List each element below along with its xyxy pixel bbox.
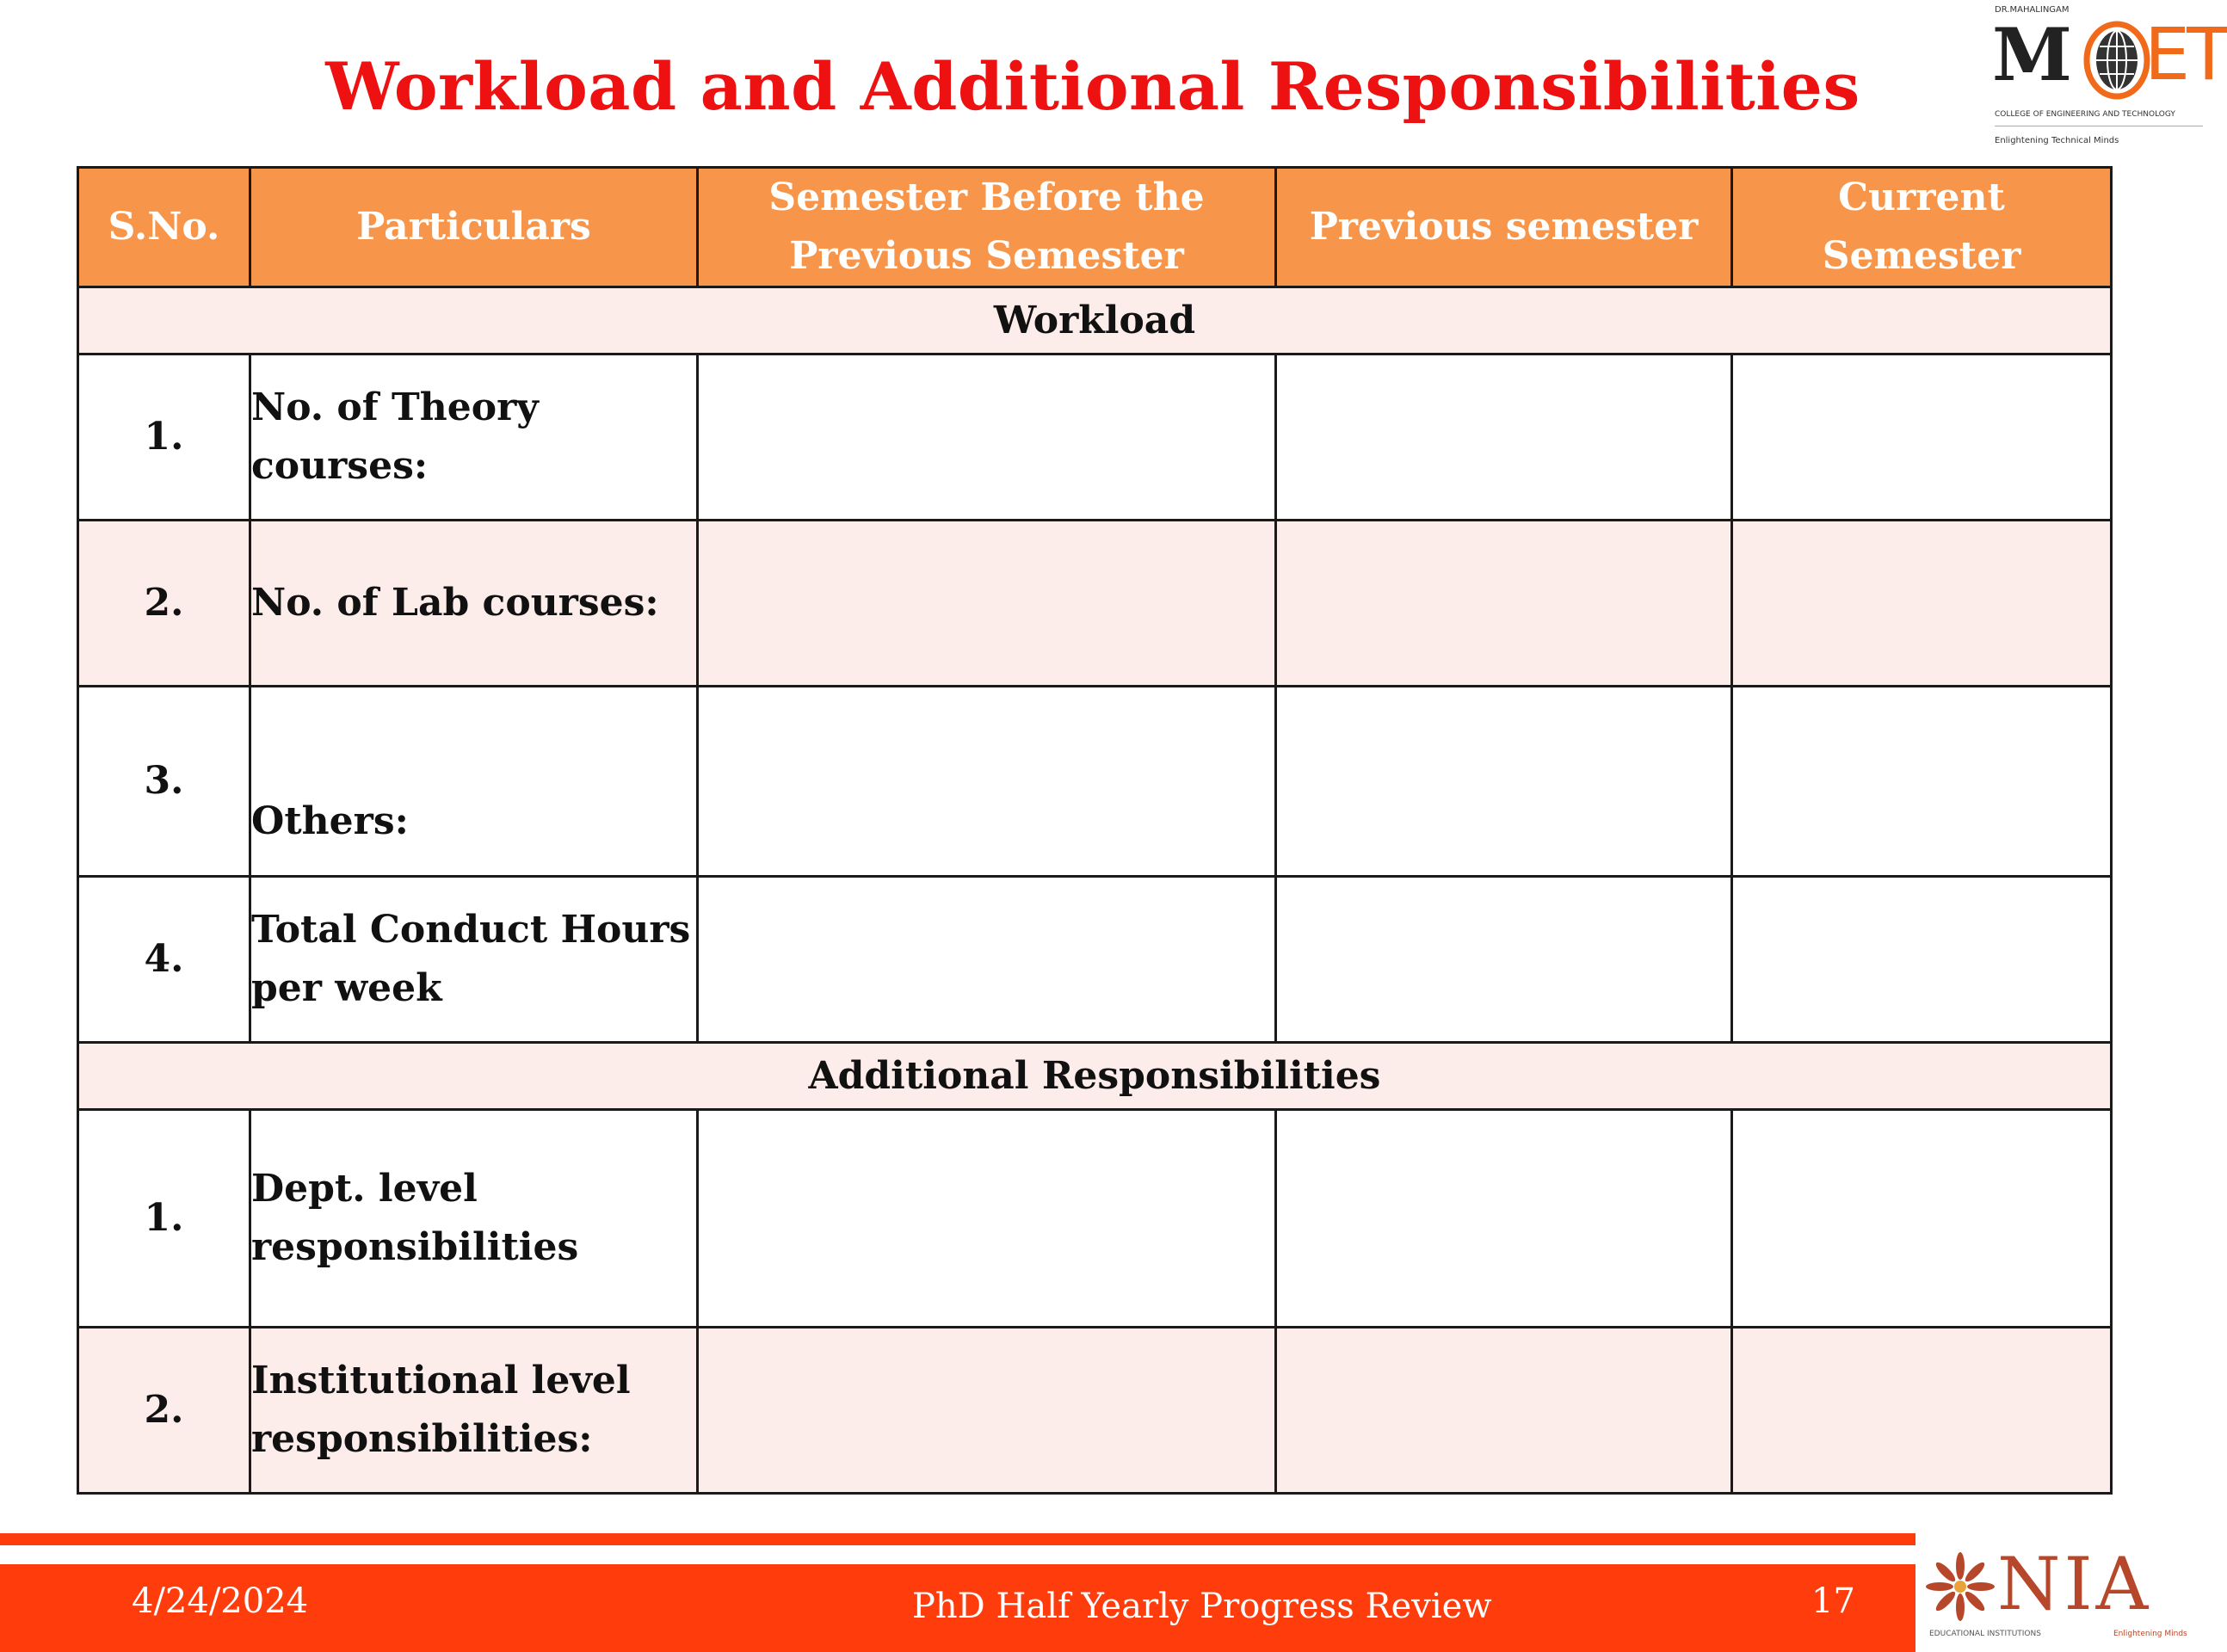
nia-logo-subtitle: EDUCATIONAL INSTITUTIONS <box>1929 1630 2041 1638</box>
value-cell[interactable] <box>698 521 1276 687</box>
section-title: Additional Responsibilities <box>78 1043 2112 1110</box>
header-sno: S.No. <box>78 168 250 287</box>
value-cell[interactable] <box>698 1110 1276 1328</box>
section-title: Workload <box>78 287 2112 354</box>
nia-logo-tagline: Enlightening Minds <box>2113 1630 2187 1638</box>
row-particulars: Institutional level responsibilities: <box>250 1328 698 1494</box>
row-particulars: No. of Theory courses: <box>250 354 698 521</box>
row-sno: 4. <box>78 877 250 1043</box>
table-row <box>78 1328 2112 1494</box>
slide-title: Workload and Additional Responsibilities <box>325 48 1860 125</box>
mcet-logo-tagline: Enlightening Technical Minds <box>1995 136 2119 145</box>
flower-icon <box>1926 1552 1995 1621</box>
row-sno: 3. <box>78 687 250 877</box>
row-particulars: Dept. level responsibilities <box>250 1110 698 1328</box>
nia-logo-mark: NIA <box>1997 1542 2152 1626</box>
value-cell[interactable] <box>698 877 1276 1043</box>
row-sno: 2. <box>78 1328 250 1494</box>
value-cell[interactable] <box>1732 1110 2112 1328</box>
value-cell[interactable] <box>1732 687 2112 877</box>
mcet-logo-mark-right: ET <box>2144 12 2227 96</box>
row-particulars: No. of Lab courses: <box>250 521 698 687</box>
row-sno: 2. <box>78 521 250 687</box>
value-cell[interactable] <box>1276 687 1732 877</box>
value-cell[interactable] <box>1276 354 1732 521</box>
section-row-additional-responsibilities <box>78 1043 2112 1110</box>
table-row <box>78 687 2112 877</box>
value-cell[interactable] <box>1732 877 2112 1043</box>
section-row-workload <box>78 287 2112 354</box>
value-cell[interactable] <box>698 354 1276 521</box>
row-particulars: Others: <box>250 687 698 877</box>
footer-accent-line <box>0 1533 1915 1545</box>
footer-bar <box>0 1564 1915 1652</box>
value-cell[interactable] <box>1732 354 2112 521</box>
mcet-logo-top-text: DR.MAHALINGAM <box>1995 5 2070 15</box>
table-row <box>78 1110 2112 1328</box>
value-cell[interactable] <box>1732 1328 2112 1494</box>
value-cell[interactable] <box>1276 1328 1732 1494</box>
value-cell[interactable] <box>1276 521 1732 687</box>
table-header-row <box>78 168 2112 287</box>
row-particulars: Total Conduct Hours per week <box>250 877 698 1043</box>
value-cell[interactable] <box>1732 521 2112 687</box>
row-sno: 1. <box>78 354 250 521</box>
footer-date: 4/24/2024 <box>132 1581 309 1621</box>
workload-table <box>77 166 2113 1495</box>
value-cell[interactable] <box>698 1328 1276 1494</box>
mcet-logo-mark-left: M <box>1992 12 2070 97</box>
mcet-logo-college: COLLEGE OF ENGINEERING AND TECHNOLOGY <box>1995 110 2175 119</box>
row-sno: 1. <box>78 1110 250 1328</box>
header-semester-before-previous: Semester Before the Previous Semester <box>698 168 1276 287</box>
header-current-semester: Current Semester <box>1732 168 2112 287</box>
value-cell[interactable] <box>698 687 1276 877</box>
nia-logo <box>1915 1533 2203 1652</box>
footer-title: PhD Half Yearly Progress Review <box>912 1587 1492 1626</box>
table-row <box>78 354 2112 521</box>
page-number: 17 <box>1811 1581 1855 1621</box>
header-particulars: Particulars <box>250 168 698 287</box>
table-row <box>78 877 2112 1043</box>
value-cell[interactable] <box>1276 1110 1732 1328</box>
globe-icon <box>2084 21 2150 100</box>
table-row <box>78 521 2112 687</box>
header-previous-semester: Previous semester <box>1276 168 1732 287</box>
value-cell[interactable] <box>1276 877 1732 1043</box>
mcet-logo <box>1988 0 2227 151</box>
